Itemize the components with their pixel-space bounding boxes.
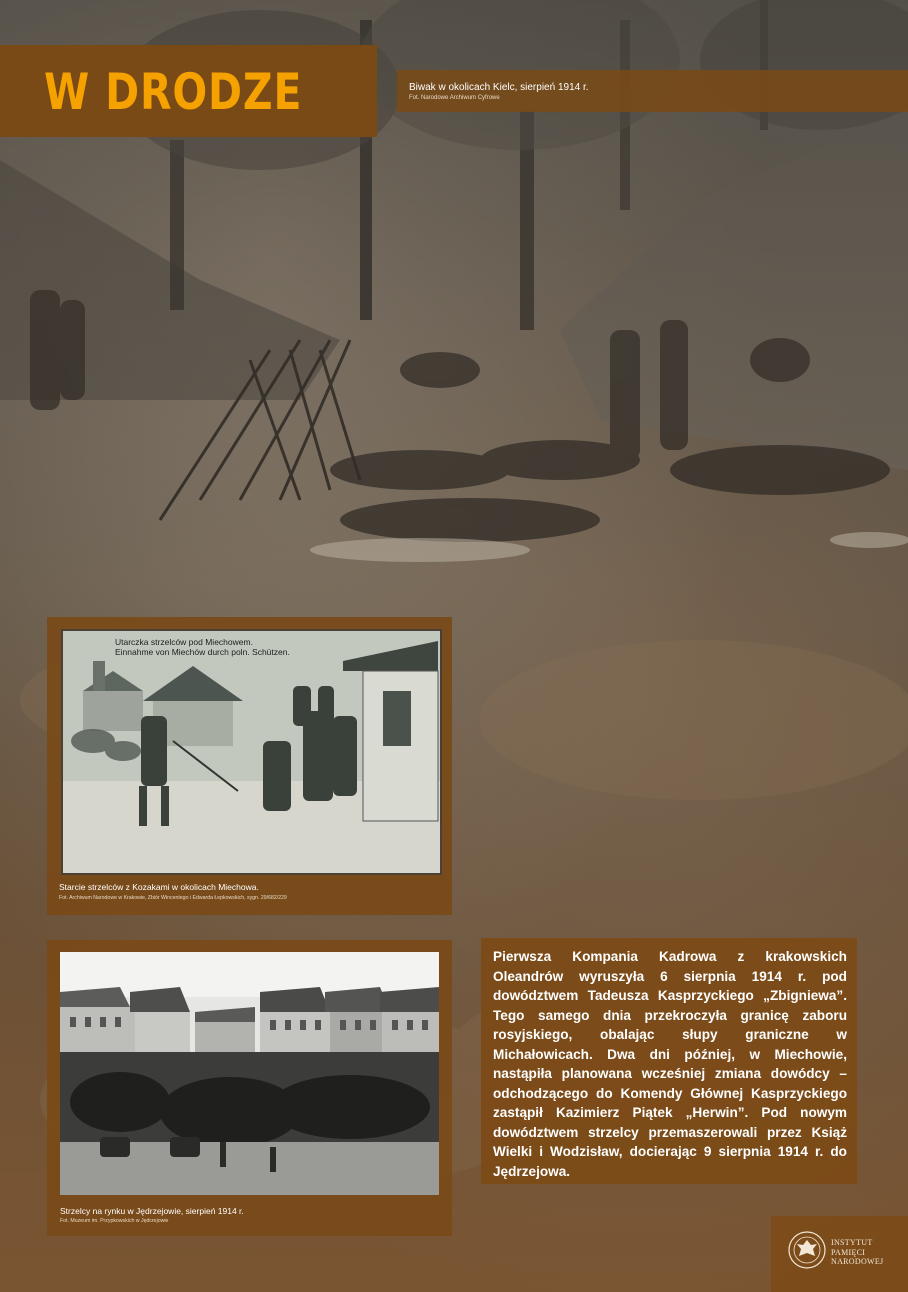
market-square-illustration bbox=[60, 952, 439, 1195]
top-photo-credit: Fot. Narodowe Archiwum Cyfrowe bbox=[409, 95, 500, 101]
postcard-inscription-de: Einnahme von Miechów durch poln. Schützen. bbox=[115, 647, 290, 657]
ipn-logo-text bbox=[831, 1238, 901, 1267]
skirmish-postcard-photo bbox=[61, 629, 442, 875]
market-square-photo bbox=[60, 952, 439, 1195]
page-title: W DRODZE bbox=[44, 63, 303, 121]
logo-line-2: PAMIĘCI bbox=[831, 1247, 866, 1257]
ipn-eagle-seal-icon bbox=[787, 1230, 827, 1270]
postcard-inscription-pl: Utarczka strzelców pod Miechowem. bbox=[115, 637, 253, 647]
body-text: Pierwsza Kompania Kadrowa z krakowskich Oleandrów wyruszyła 6 sierpnia 1914 r. pod dowództwem Tadeusza Kasprzyckiego „Zbigniewa”. Tego samego dnia przekroczyła granicę zaboru rosyjskiego, obalając słupy graniczne w Michałowicach. Dwa dni później, w Miechowie, nastąpiła planowana wcześniej zmiana dowódcy – odchodzącego do Komendy Głównej Kasprzyckiego zastąpił Kazimierz Piątek „Herwin”. Pod nowym dowództwem strzelcy przemaszerowali przez Książ Wielki i Wodzisław, docierając 9 sierpnia 1914 r. do Jędrzejowa. bbox=[493, 949, 847, 1179]
logo-line-3: NARODOWEJ bbox=[831, 1257, 884, 1266]
skirmish-illustration bbox=[63, 631, 440, 873]
photo-1-caption: Starcie strzelców z Kozakami w okolicach Miechowa. bbox=[59, 882, 259, 892]
logo-line-1: INSTYTUT bbox=[831, 1238, 873, 1247]
photo-2-credit: Fot. Muzeum im. Przypkowskich w Jędrzejowie bbox=[60, 1218, 169, 1224]
top-photo-caption: Biwak w okolicach Kielc, sierpień 1914 r. bbox=[409, 82, 589, 93]
photo-2-caption: Strzelcy na rynku w Jędrzejowie, sierpień 1914 r. bbox=[60, 1206, 244, 1216]
photo-1-credit: Fot. Archiwum Narodowe w Krakowie, Zbiór Wincentego i Edwarda Łepkowskich, sygn. 29/682/229 bbox=[59, 895, 287, 901]
